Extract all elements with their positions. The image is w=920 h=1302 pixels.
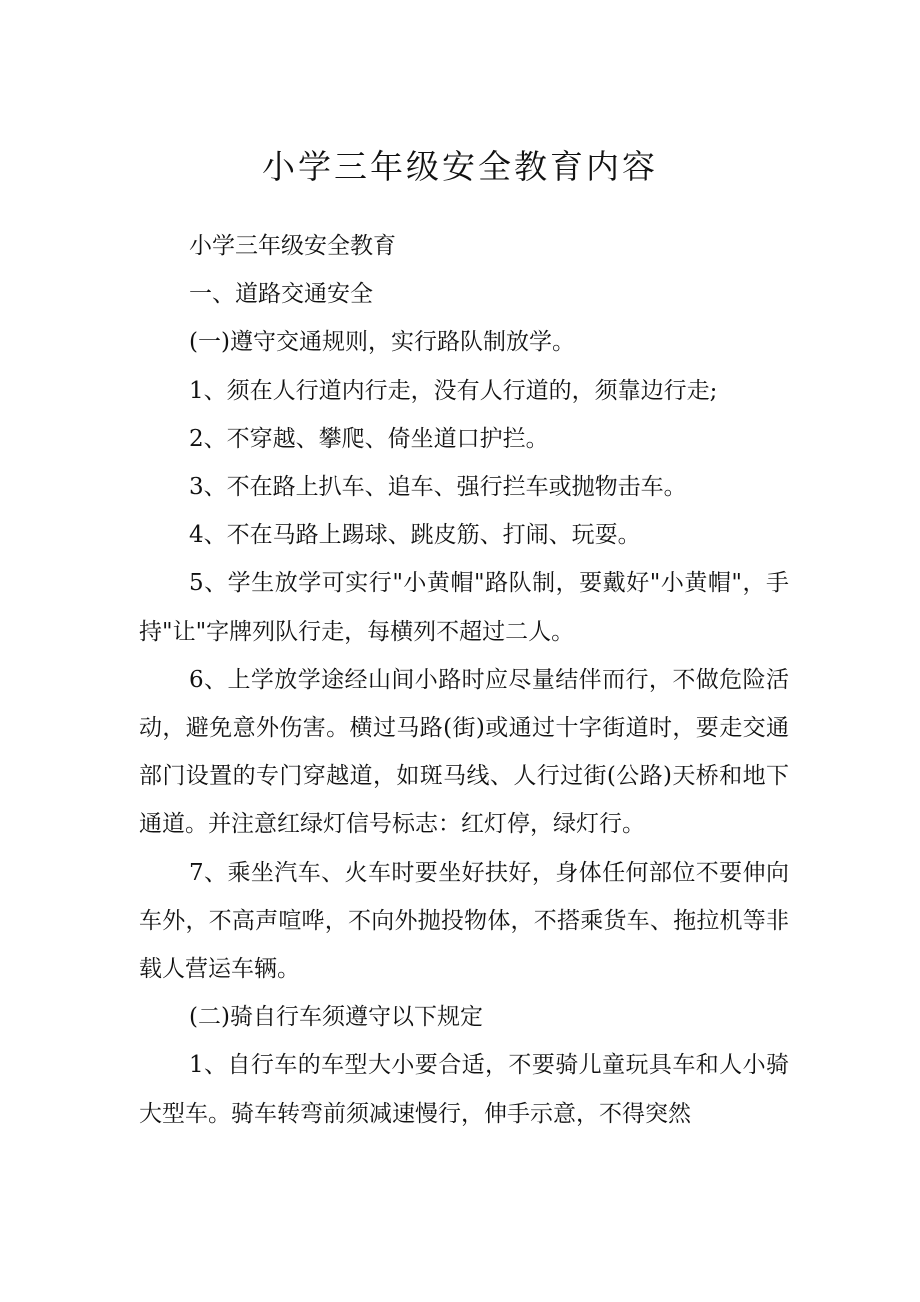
paragraph-rule-4: 4、不在马路上踢球、跳皮筋、打闹、玩耍。 bbox=[189, 522, 641, 549]
paragraph-rule-6: 6、上学放学途经山间小路时应尽量结伴而行，不做危险活动，避免意外伤害。横过马路(街)或通过十字街道时，要走交通部门设置的专门穿越道，如斑马线、人行过街(公路)天桥和地下通道。并注意红绿灯信号标志：红灯停，绿灯行。 bbox=[139, 666, 789, 838]
paragraph-subsection-1: (一)遵守交通规则，实行路队制放学。 bbox=[189, 329, 575, 356]
paragraph-section-1: 一、道路交通安全 bbox=[189, 281, 373, 308]
paragraph-heading: 小学三年级安全教育 bbox=[189, 233, 396, 259]
paragraph-subsection-2: (二)骑自行车须遵守以下规定 bbox=[189, 1004, 483, 1031]
paragraph-rule-3: 3、不在路上扒车、追车、强行拦车或抛物击车。 bbox=[189, 474, 687, 501]
paragraph-rule-7: 7、乘坐汽车、火车时要坐好扶好，身体任何部位不要伸向车外，不高声喧哗，不向外抛投物体，不搭乘货车、拖拉机等非载人营运车辆。 bbox=[139, 859, 789, 983]
paragraph-bike-rule-1: 1、自行车的车型大小要合适，不要骑儿童玩具车和人小骑大型车。骑车转弯前须减速慢行，伸手示意，不得突然 bbox=[139, 1052, 789, 1127]
paragraph-rule-5: 5、学生放学可实行"小黄帽"路队制，要戴好"小黄帽"，手持"让"字牌列队行走，每横列不超过二人。 bbox=[139, 570, 789, 645]
page-title: 小学三年级安全教育内容 bbox=[262, 147, 658, 186]
document-body bbox=[139, 222, 789, 1138]
paragraph-rule-1: 1、须在人行道内行走，没有人行道的，须靠边行走; bbox=[189, 377, 718, 404]
paragraph-rule-2: 2、不穿越、攀爬、倚坐道口护拦。 bbox=[189, 425, 549, 452]
